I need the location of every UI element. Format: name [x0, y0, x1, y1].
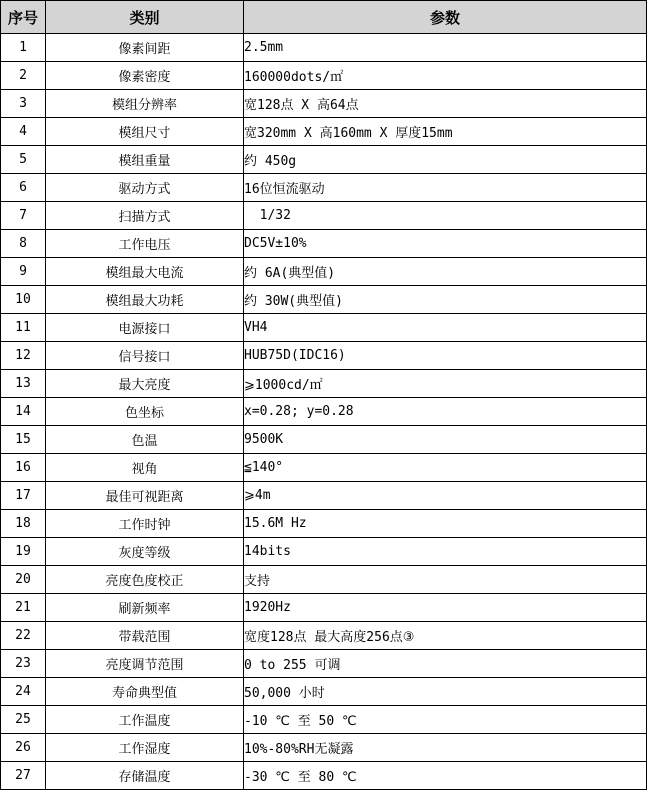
table-row — [1, 762, 647, 790]
header-cell-category: 类别 — [46, 1, 244, 34]
category-cell: 亮度色度校正 — [46, 566, 244, 594]
row-number-cell: 27 — [1, 762, 46, 790]
table-row — [1, 146, 647, 174]
category-cell: 信号接口 — [46, 342, 244, 370]
value-cell: 约 450g — [244, 146, 647, 174]
table-row — [1, 174, 647, 202]
table-row — [1, 34, 647, 62]
table-row — [1, 622, 647, 650]
category-cell: 工作电压 — [46, 230, 244, 258]
category-cell: 模组分辨率 — [46, 90, 244, 118]
table-row — [1, 734, 647, 762]
table-row — [1, 426, 647, 454]
value-cell: 2.5mm — [244, 34, 647, 62]
value-cell: 支持 — [244, 566, 647, 594]
category-cell: 模组最大电流 — [46, 258, 244, 286]
table-row — [1, 90, 647, 118]
category-cell: 扫描方式 — [46, 202, 244, 230]
table-row — [1, 398, 647, 426]
row-number-cell: 21 — [1, 594, 46, 622]
table-row — [1, 286, 647, 314]
table-header — [1, 1, 647, 34]
value-cell: 宽320mm X 高160mm X 厚度15mm — [244, 118, 647, 146]
category-cell: 模组重量 — [46, 146, 244, 174]
category-cell: 色温 — [46, 426, 244, 454]
value-cell: 15.6M Hz — [244, 510, 647, 538]
row-number-cell: 14 — [1, 398, 46, 426]
value-cell: VH4 — [244, 314, 647, 342]
category-cell: 灰度等级 — [46, 538, 244, 566]
category-cell: 模组最大功耗 — [46, 286, 244, 314]
table-body — [1, 34, 647, 790]
row-number-cell: 12 — [1, 342, 46, 370]
category-cell: 刷新频率 — [46, 594, 244, 622]
value-cell: HUB75D(IDC16) — [244, 342, 647, 370]
value-cell: 宽128点 X 高64点 — [244, 90, 647, 118]
row-number-cell: 20 — [1, 566, 46, 594]
table-row — [1, 62, 647, 90]
row-number-cell: 2 — [1, 62, 46, 90]
row-number-cell: 6 — [1, 174, 46, 202]
category-cell: 最佳可视距离 — [46, 482, 244, 510]
table-row — [1, 454, 647, 482]
value-cell: 宽度128点 最大高度256点③ — [244, 622, 647, 650]
category-cell: 存储温度 — [46, 762, 244, 790]
value-cell: ⩾4m — [244, 482, 647, 510]
table-row — [1, 370, 647, 398]
value-cell: 10%-80%RH无凝露 — [244, 734, 647, 762]
category-cell: 工作时钟 — [46, 510, 244, 538]
row-number-cell: 11 — [1, 314, 46, 342]
row-number-cell: 23 — [1, 650, 46, 678]
table-row — [1, 230, 647, 258]
value-cell: x=0.28; y=0.28 — [244, 398, 647, 426]
value-cell: 9500K — [244, 426, 647, 454]
category-cell: 寿命典型值 — [46, 678, 244, 706]
category-cell: 工作湿度 — [46, 734, 244, 762]
table-row — [1, 650, 647, 678]
table-row — [1, 594, 647, 622]
category-cell: 最大亮度 — [46, 370, 244, 398]
table-row — [1, 482, 647, 510]
category-cell: 视角 — [46, 454, 244, 482]
value-cell: DC5V±10% — [244, 230, 647, 258]
category-cell: 像素间距 — [46, 34, 244, 62]
value-cell: 1/32 — [244, 202, 647, 230]
category-cell: 亮度调节范围 — [46, 650, 244, 678]
value-cell: 约 30W(典型值) — [244, 286, 647, 314]
value-cell: 约 6A(典型值) — [244, 258, 647, 286]
table-row — [1, 342, 647, 370]
value-cell: -10 ℃ 至 50 ℃ — [244, 706, 647, 734]
row-number-cell: 15 — [1, 426, 46, 454]
table-row — [1, 118, 647, 146]
row-number-cell: 5 — [1, 146, 46, 174]
category-cell: 工作温度 — [46, 706, 244, 734]
table-row — [1, 678, 647, 706]
row-number-cell: 1 — [1, 34, 46, 62]
row-number-cell: 25 — [1, 706, 46, 734]
row-number-cell: 16 — [1, 454, 46, 482]
value-cell: 160000dots/㎡ — [244, 62, 647, 90]
table-row — [1, 510, 647, 538]
value-cell: ≦140° — [244, 454, 647, 482]
table-row — [1, 202, 647, 230]
row-number-cell: 24 — [1, 678, 46, 706]
row-number-cell: 19 — [1, 538, 46, 566]
table-row — [1, 538, 647, 566]
row-number-cell: 18 — [1, 510, 46, 538]
row-number-cell: 26 — [1, 734, 46, 762]
table-row — [1, 566, 647, 594]
value-cell: 16位恒流驱动 — [244, 174, 647, 202]
row-number-cell: 13 — [1, 370, 46, 398]
row-number-cell: 7 — [1, 202, 46, 230]
value-cell: 0 to 255 可调 — [244, 650, 647, 678]
row-number-cell: 3 — [1, 90, 46, 118]
table-row — [1, 314, 647, 342]
value-cell: 50,000 小时 — [244, 678, 647, 706]
header-cell-parameter: 参数 — [244, 1, 647, 34]
value-cell: -30 ℃ 至 80 ℃ — [244, 762, 647, 790]
table-row — [1, 706, 647, 734]
category-cell: 带载范围 — [46, 622, 244, 650]
category-cell: 色坐标 — [46, 398, 244, 426]
category-cell: 模组尺寸 — [46, 118, 244, 146]
row-number-cell: 17 — [1, 482, 46, 510]
row-number-cell: 22 — [1, 622, 46, 650]
table-row — [1, 258, 647, 286]
value-cell: 1920Hz — [244, 594, 647, 622]
row-number-cell: 4 — [1, 118, 46, 146]
category-cell: 电源接口 — [46, 314, 244, 342]
category-cell: 驱动方式 — [46, 174, 244, 202]
row-number-cell: 10 — [1, 286, 46, 314]
row-number-cell: 8 — [1, 230, 46, 258]
header-row — [1, 1, 647, 34]
row-number-cell: 9 — [1, 258, 46, 286]
value-cell: ⩾1000cd/㎡ — [244, 370, 647, 398]
value-cell: 14bits — [244, 538, 647, 566]
category-cell: 像素密度 — [46, 62, 244, 90]
header-cell-number: 序号 — [1, 1, 46, 34]
